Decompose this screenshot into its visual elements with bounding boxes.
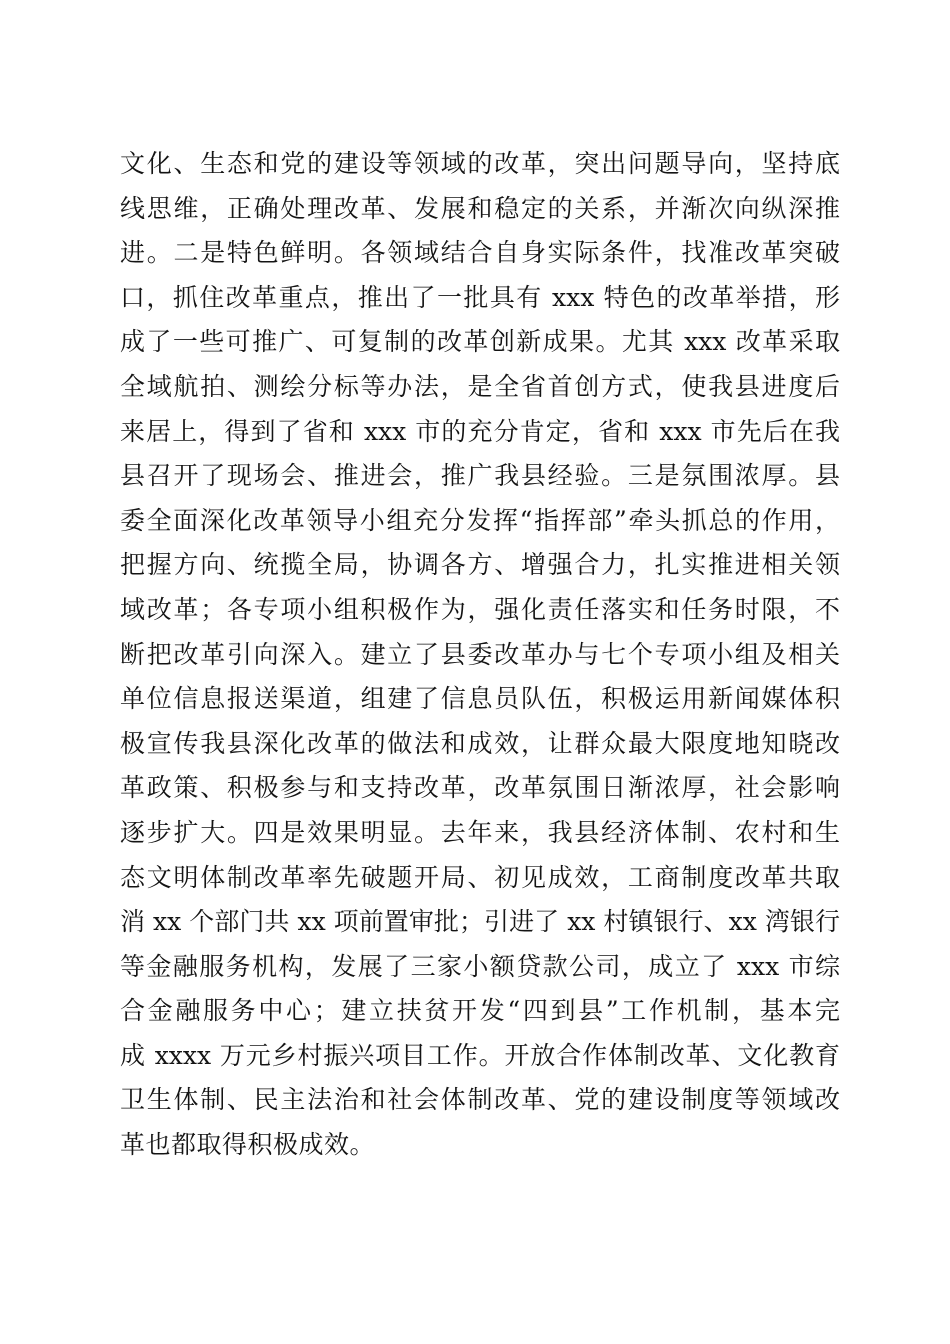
paragraph-line: 来居上，得到了省和 xxx 市的充分肯定，省和 xxx 市先后在我: [120, 416, 840, 446]
paragraph-line: 极宣传我县深化改革的做法和成效，让群众最大限度地知晓改: [120, 728, 840, 758]
paragraph-line: 态文明体制改革率先破题开局、初见成效，工商制度改革共取: [120, 862, 840, 892]
paragraph-line: 线思维，正确处理改革、发展和稳定的关系，并渐次向纵深推: [120, 193, 840, 223]
paragraph-line: 等金融服务机构，发展了三家小额贷款公司，成立了 xxx 市综: [120, 951, 840, 981]
paragraph-line: 域改革；各专项小组积极作为，强化责任落实和任务时限，不: [120, 594, 840, 624]
paragraph-line: 把握方向、统揽全局，协调各方、增强合力，扎实推进相关领: [120, 550, 840, 580]
paragraph-line: 单位信息报送渠道，组建了信息员队伍，积极运用新闻媒体积: [120, 684, 840, 714]
paragraph-line: 革政策、积极参与和支持改革，改革氛围日渐浓厚，社会影响: [120, 773, 840, 803]
paragraph-line: 成了一些可推广、可复制的改革创新成果。尤其 xxx 改革采取: [120, 327, 840, 357]
body-paragraph: [120, 142, 840, 1168]
paragraph-line: 断把改革引向深入。建立了县委改革办与七个专项小组及相关: [120, 639, 840, 669]
paragraph-line: 全域航拍、测绘分标等办法，是全省首创方式，使我县进度后: [120, 371, 840, 401]
paragraph-line: 成 xxxx 万元乡村振兴项目工作。开放合作体制改革、文化教育: [120, 1040, 840, 1070]
paragraph-last-line: 革也都取得积极成效。: [120, 1130, 376, 1160]
paragraph-line: 消 xx 个部门共 xx 项前置审批；引进了 xx 村镇银行、xx 湾银行: [120, 907, 840, 937]
paragraph-line: 逐步扩大。四是效果明显。去年来，我县经济体制、农村和生: [120, 817, 840, 847]
paragraph-line: 口，抓住改革重点，推出了一批具有 xxx 特色的改革举措，形: [120, 282, 840, 312]
paragraph-line: 委全面深化改革领导小组充分发挥“指挥部”牵头抓总的作用，: [120, 505, 840, 535]
paragraph-line: 卫生体制、民主法治和社会体制改革、党的建设制度等领域改: [120, 1085, 840, 1115]
paragraph-line: 进。二是特色鲜明。各领域结合自身实际条件，找准改革突破: [120, 238, 840, 268]
paragraph-line: 县召开了现场会、推进会，推广我县经验。三是氛围浓厚。县: [120, 461, 840, 491]
paragraph-line: 合金融服务中心；建立扶贫开发“四到县”工作机制，基本完: [120, 996, 840, 1026]
paragraph-line: 文化、生态和党的建设等领域的改革，突出问题导向，坚持底: [120, 149, 840, 178]
